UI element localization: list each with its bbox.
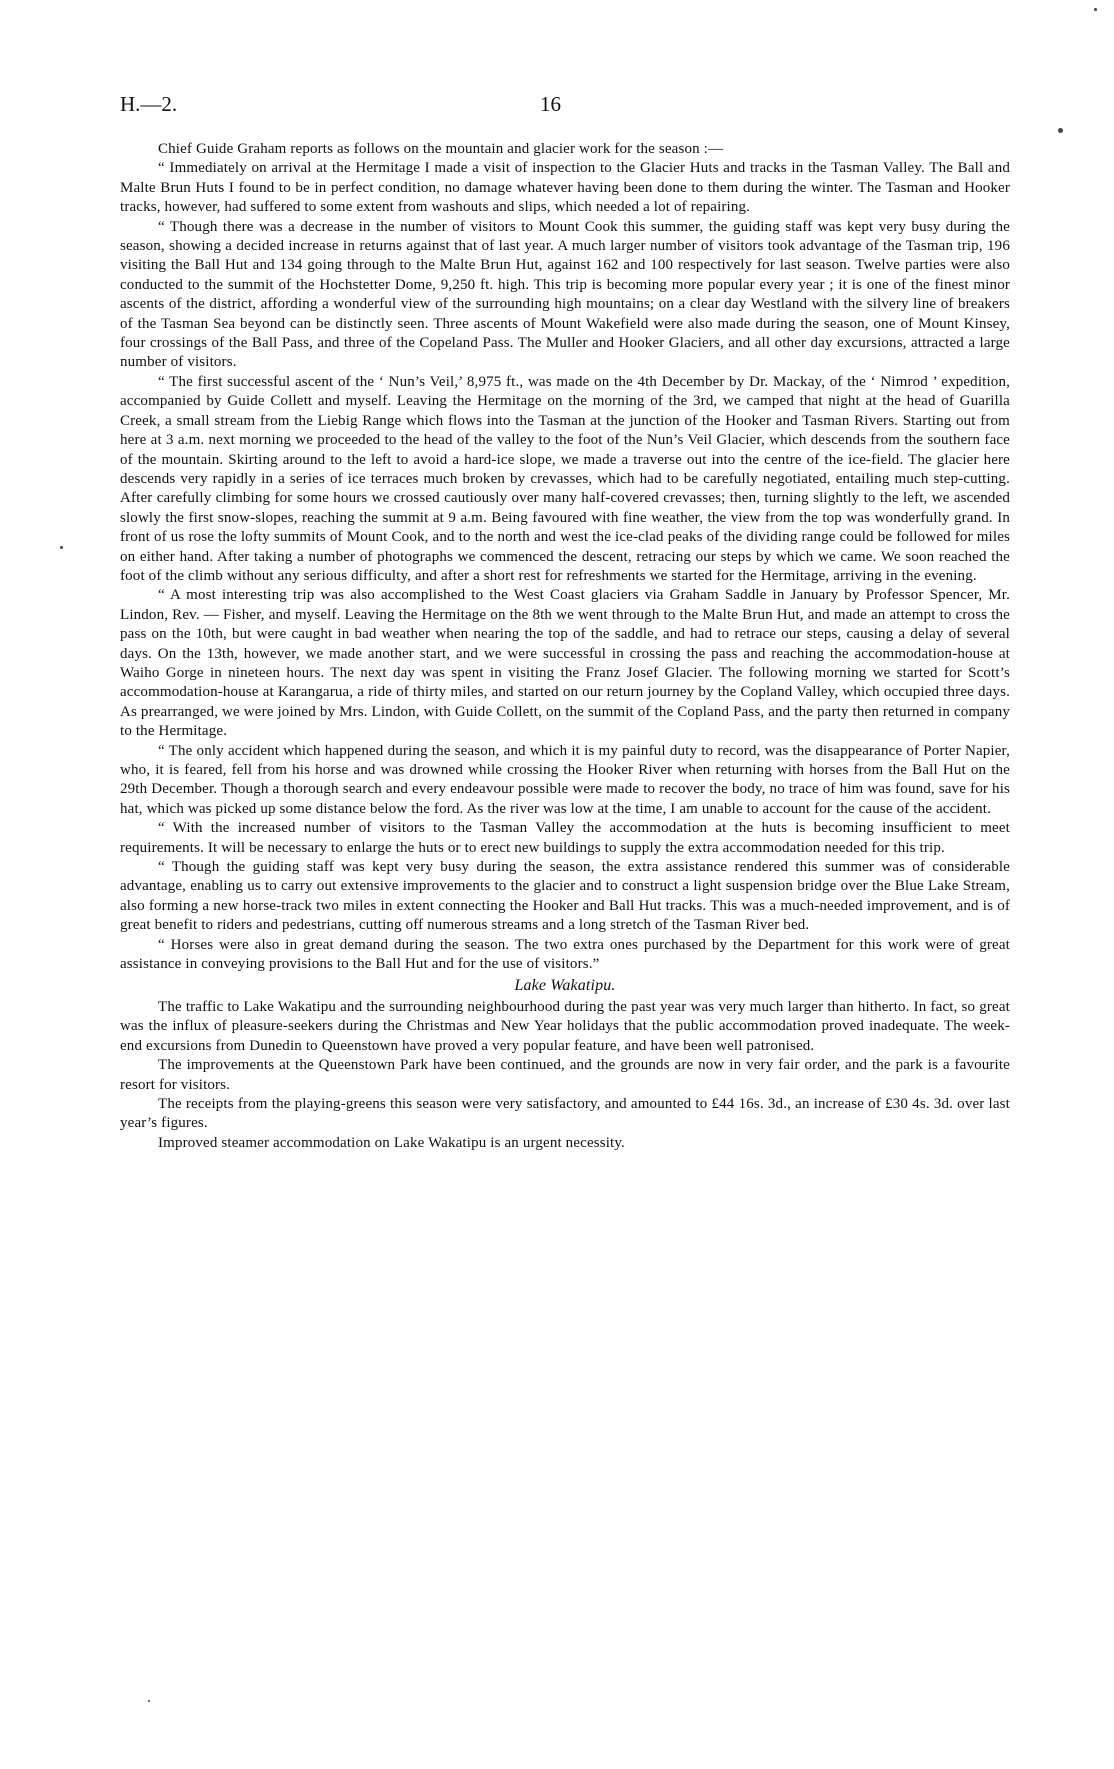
report-body [120, 140, 1010, 1153]
paragraph-visitors: “ Though there was a decrease in the number of visitors to Mount Cook this summer, the guiding staff was kept very busy during the season, showing a decided increase in returns against that of last year. A much larger number of visitors took advantage of the Tasman trip, 196 visiting the Ball Hut and 134 going through to the Malte Brun Hut, against 162 and 100 respectively for last season. Twelve parties were also conducted to the summit of the Hochstetter Dome, 9,250 ft. high. This trip is becoming more popular every year ; it is one of the finest minor ascents of the district, affording a wonderful view of the surrounding high mountains; on a clear day Westland with the silvery line of breakers of the Tasman Sea beyond can be distinctly seen. Three ascents of Mount Wakefield were also made during the season, one of Mount Kinsey, four crossings of the Ball Pass, and three of the Copeland Pass. The Muller and Hooker Glaciers, and all other day excursions, attracted a large number of visitors. [120, 218, 1010, 371]
paragraph-receipts: The receipts from the playing-greens this season were very satisfactory, and amounted to £44 16s. 3d., an increase of £30 4s. 3d. over last year’s figures. [120, 1095, 1010, 1132]
paragraph-accommodation: “ With the increased number of visitors to the Tasman Valley the accommodation at the huts is becoming insufficient to meet requirements. It will be necessary to enlarge the huts or to erect new buildings to supply the extra accommodation needed for this trip. [120, 820, 1010, 856]
scan-speck [148, 1700, 150, 1702]
paragraph-intro: Chief Guide Graham reports as follows on the mountain and glacier work for the season :— [158, 141, 724, 157]
paragraph-improvements: “ Though the guiding staff was kept very busy during the season, the extra assistance rendered this summer was of considerable advantage, enabling us to carry out extensive improvements to the glacier and to construct a light suspension bridge over the Blue Lake Stream, also forming a new horse-track two miles in extent connecting the Hooker and Ball Hut tracks. This was a much-needed improvement, and is of great benefit to riders and pedestrians, cutting off numerous streams and a long stretch of the Tasman River bed. [120, 859, 1010, 934]
paragraph-steamer: Improved steamer accommodation on Lake Wakatipu is an urgent necessity. [158, 1134, 625, 1151]
paragraph-nuns-veil-ascent: “ The first successful ascent of the ‘ Nun’s Veil,’ 8,975 ft., was made on the 4th December by Dr. Mackay, of the ‘ Nimrod ’ expedition, accompanied by Guide Collett and myself. Leaving the Hermitage on the morning of the 3rd, we camped that night at the head of Guarilla Creek, a small stream from the Liebig Range which flows into the Tasman at the junction of the Hooker and Tasman Rivers. Starting out from here at 3 a.m. next morning we proceeded to the head of the valley to the foot of the Nun’s Veil Glacier, which descends from the southern face of the mountain. Skirting around to the left to avoid a hard-ice slope, we made a traverse out into the centre of the ice-field. The glacier here descends very rapidly in a series of ice terraces much broken by crevasses, which had to be carefully negotiated, entailing much step-cutting. After carefully climbing for some hours we crossed cautiously over many half-covered crevasses; then, turning slightly to the left, we ascended slowly the first snow-slopes, reaching the summit at 9 a.m. Being favoured with fine weather, the view from the top was wonderfully grand. In front of us rose the lofty summits of Mount Cook, and to the north and west the ice-clad peaks of the dividing range could be followed for miles on either hand. After taking a number of photographs we commenced the descent, retracing our steps by which we came. We soon reached the foot of the climb without any serious difficulty, and after a short rest for refreshments we started for the Hermitage, arriving in the evening. [120, 373, 1010, 584]
paragraph-queenstown-park: The improvements at the Queenstown Park have been continued, and the grounds are now in very fair order, and the park is a favourite resort for visitors. [120, 1057, 1010, 1093]
paragraph-wakatipu-traffic: The traffic to Lake Wakatipu and the surrounding neighbourhood during the past year was very much larger than hitherto. In fact, so great was the influx of pleasure-seekers during the Christmas and New Year holidays that the public accommodation proved inadequate. The week-end excursions from Dunedin to Queenstown have proved a very popular feature, and have been well patronised. [120, 998, 1010, 1054]
document-reference: H.—2. [120, 92, 178, 116]
page-number: 16 [540, 92, 561, 116]
paragraph-horses: “ Horses were also in great demand during the season. The two extra ones purchased by the Department for this work were of great assistance in conveying provisions to the Ball Hut and for the use of visitors.” [120, 936, 1010, 973]
section-heading: Lake Wakatipu. [514, 977, 616, 995]
scan-speck [1094, 8, 1097, 11]
scan-speck [1058, 128, 1063, 133]
paragraph-huts-inspection: “ Immediately on arrival at the Hermitage I made a visit of inspection to the Glacier Huts and tracks in the Tasman Valley. The Ball and Malte Brun Huts I found to be in perfect condition, no damage whatever having been done to them during the winter. The Tasman and Hooker tracks, however, had suffered to some extent from washouts and slips, which needed a lot of repairing. [120, 160, 1010, 216]
paragraph-accident: “ The only accident which happened during the season, and which it is my painful duty to record, was the disappearance of Porter Napier, who, it is feared, fell from his horse and was drowned while crossing the Hooker River when returning with horses from the Ball Hut on the 29th December. Though a thorough search and every endeavour possible were made to recover the body, no trace of him was found, save for his hat, which was picked up some distance below the ford. As the river was low at the time, I am unable to account for the cause of the accident. [120, 742, 1010, 817]
page-header [120, 92, 1010, 120]
paragraph-west-coast-trip: “ A most interesting trip was also accomplished to the West Coast glaciers via Graham Saddle in January by Professor Spencer, Mr. Lindon, Rev. — Fisher, and myself. Leaving the Hermitage on the 8th we went through to the Malte Brun Hut, and made an attempt to cross the pass on the 10th, but were caught in bad weather when nearing the top of the saddle, and had to retrace our steps, causing a delay of several days. On the 13th, however, we made another start, and we were successful in crossing the pass and reaching the accommodation-house at Waiho Gorge in nineteen hours. The next day was spent in visiting the Franz Josef Glacier. The following morning we started for Scott’s accommodation-house at Karangarua, a ride of thirty miles, and started on our return journey by the Copland Valley, which occupied three days. As prearranged, we were joined by Mrs. Lindon, with Guide Collett, on the summit of the Copland Pass, and the party then returned in company to the Hermitage. [120, 587, 1010, 740]
scan-speck [60, 546, 63, 549]
